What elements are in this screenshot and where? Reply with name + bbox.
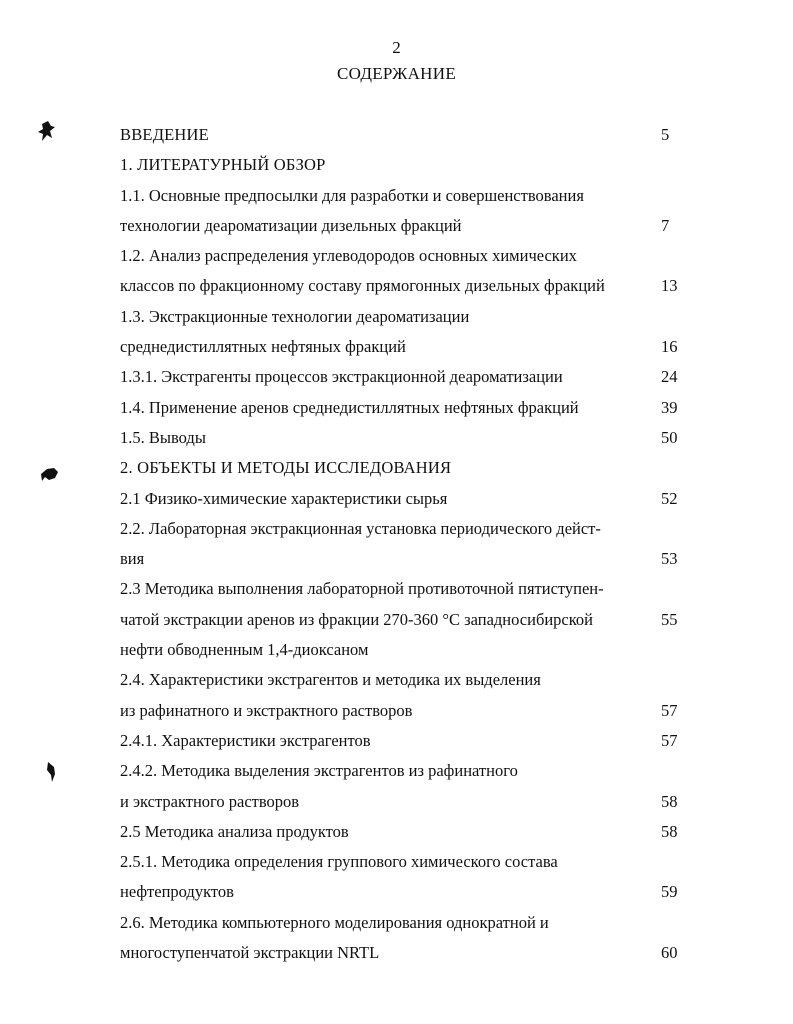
toc-line — [0, 787, 793, 817]
toc-line — [0, 362, 793, 392]
toc-entry-text: 1.5. Выводы — [120, 427, 206, 447]
toc-page-number: 59 — [661, 882, 678, 902]
toc-line — [0, 393, 793, 423]
toc-page-number: 57 — [661, 730, 678, 750]
toc-entry-text: и экстрактного растворов — [120, 791, 300, 811]
toc-entry-text: 2.5 Методика анализа продуктов — [120, 821, 349, 841]
toc-entry-text: 2.4. Характеристики экстрагентов и методика их выделения — [120, 670, 541, 690]
toc-page-number: 7 — [661, 215, 670, 235]
toc-page-number: 5 — [661, 125, 670, 144]
toc-entry-text: технологии деароматизации дизельных фракций — [120, 215, 462, 235]
toc-line — [0, 211, 793, 241]
toc-line — [0, 181, 793, 211]
toc-entry-text: 1.3. Экстракционные технологии деароматизации — [120, 306, 470, 326]
toc-page-number: 55 — [661, 609, 678, 629]
toc-entry-text: 1. ЛИТЕРАТУРНЫЙ ОБЗОР — [120, 155, 326, 175]
toc-line — [0, 453, 793, 483]
toc-page-number: 50 — [661, 427, 678, 447]
page-title: СОДЕРЖАНИЕ — [336, 64, 457, 83]
toc-line — [0, 332, 793, 362]
toc-entry-text: 2.6. Методика компьютерного моделирования однократной и — [120, 912, 549, 932]
toc-entry-text: нефтепродуктов — [120, 882, 234, 902]
toc-page-number: 60 — [661, 943, 678, 963]
toc-entry-text: среднедистиллятных нефтяных фракций — [120, 337, 406, 357]
toc-entry-text: 2.3 Методика выполнения лабораторной противоточной пятиступен- — [120, 579, 604, 599]
toc-entry-text: 2.2. Лабораторная экстракционная установка периодического дейст- — [120, 518, 601, 538]
toc-entry-text: 1.1. Основные предпосылки для разработки и совершенствования — [120, 185, 584, 205]
toc-line — [0, 908, 793, 938]
toc-page-number: 52 — [661, 488, 678, 508]
toc-entry-text: нефти обводненным 1,4-диоксаном — [120, 640, 369, 660]
toc-line — [0, 817, 793, 847]
toc-page-number: 39 — [661, 397, 678, 417]
toc-entry-text: 2.4.1. Характеристики экстрагентов — [120, 730, 371, 750]
toc-line — [0, 665, 793, 695]
toc-entry-text: ВВЕДЕНИЕ — [120, 125, 209, 144]
toc-line — [0, 271, 793, 301]
toc-line — [0, 877, 793, 907]
toc-line — [0, 696, 793, 726]
toc-line — [0, 302, 793, 332]
toc-line — [0, 484, 793, 514]
toc-line — [0, 635, 793, 665]
table-of-contents — [0, 120, 793, 968]
toc-entry-text: чатой экстракции аренов из фракции 270-360 °С западносибирской — [120, 609, 594, 629]
toc-entry-text: вия — [120, 549, 145, 569]
toc-line — [0, 605, 793, 635]
toc-page-number: 24 — [661, 367, 678, 387]
toc-line — [0, 120, 793, 150]
toc-page-number: 53 — [661, 549, 678, 569]
toc-entry-text: 2.4.2. Методика выделения экстрагентов из рафинатного — [120, 761, 518, 781]
toc-entry-text: 2.5.1. Методика определения группового химического состава — [120, 852, 558, 872]
toc-line — [0, 544, 793, 574]
toc-page-number: 58 — [661, 821, 678, 841]
toc-entry-text: 1.4. Применение аренов среднедистиллятных нефтяных фракций — [120, 397, 579, 417]
toc-entry-text: из рафинатного и экстрактного растворов — [120, 700, 413, 720]
toc-line — [0, 423, 793, 453]
toc-line — [0, 150, 793, 180]
toc-entry-text: многоступенчатой экстракции NRTL — [120, 943, 380, 963]
toc-page-number: 13 — [661, 276, 678, 296]
toc-line — [0, 847, 793, 877]
toc-entry-text: 2.1 Физико-химические характеристики сырья — [120, 488, 448, 508]
toc-line — [0, 574, 793, 604]
toc-entry-text: 1.2. Анализ распределения углеводородов основных химических — [120, 246, 577, 266]
toc-entry-text: 2. ОБЪЕКТЫ И МЕТОДЫ ИССЛЕДОВАНИЯ — [120, 458, 452, 478]
toc-entry-text: 1.3.1. Экстрагенты процессов экстракционной деароматизации — [120, 367, 563, 387]
toc-entry-text: классов по фракционному составу прямогонных дизельных фракций — [120, 276, 605, 296]
toc-page-number: 16 — [661, 337, 678, 357]
toc-line — [0, 938, 793, 968]
page-number: 2 — [392, 38, 401, 57]
toc-line — [0, 514, 793, 544]
toc-page-number: 57 — [661, 700, 678, 720]
toc-page-number: 58 — [661, 791, 678, 811]
toc-line — [0, 756, 793, 786]
toc-line — [0, 241, 793, 271]
toc-line — [0, 726, 793, 756]
